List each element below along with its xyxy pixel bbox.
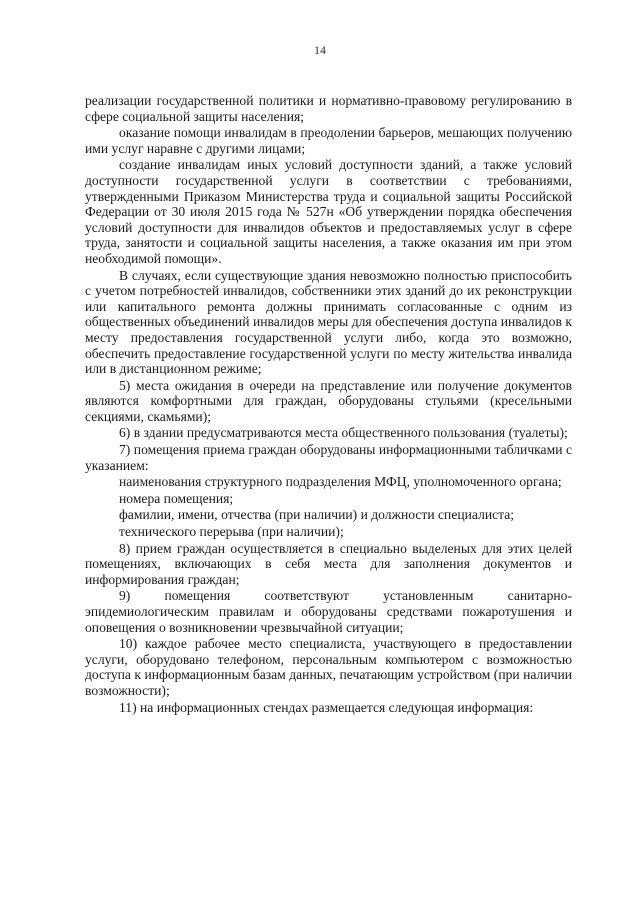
- paragraph-3: создание инвалидам иных условий доступности зданий, а также условий доступности государственной услуги в соответствии с требованиями, утвержденными Приказом Министерства труда и социальной защиты Российской Федерации от 30 июля 2015 года № 527н «Об утверждении порядка обеспечения условий доступности для инвалидов объектов и предоставляемых услуг в сфере труда, занятости и социальной защиты населения, а также оказания им при этом необходимой помощи».: [85, 157, 572, 266]
- paragraph-1: реализации государственной политики и нормативно-правовому регулированию в сфере социальной защиты населения;: [85, 93, 572, 124]
- paragraph-15: 11) на информационных стендах размещается следующая информация:: [119, 699, 534, 715]
- paragraph-14: 10) каждое рабочее место специалиста, участвующего в предоставлении услуги, оборудовано телефоном, персональным компьютером с возможностью доступа к информационным базам данных, печатающим устройством (при наличии возможности);: [85, 636, 572, 698]
- paragraph-9: номера помещения;: [119, 490, 234, 506]
- paragraph-5: 5) места ожидания в очереди на представление или получение документов являются комфортными для граждан, оборудованы стульями (кресельными секциями, скамьями);: [85, 377, 572, 424]
- paragraph-6: 6) в здании предусматриваются места общественного пользования (туалеты);: [119, 425, 568, 441]
- paragraph-7: 7) помещения приема граждан оборудованы информационными табличками с указанием:: [85, 442, 572, 473]
- paragraph-13: 9) помещения соответствуют установленным санитарно-эпидемиологическим правилам и оборудованы средствами пожаротушения и оповещения о возникновении чрезвычайной ситуации;: [85, 588, 572, 635]
- document-body: [85, 93, 572, 716]
- paragraph-2: оказание помощи инвалидам в преодолении барьеров, мешающих получению ими услуг наравне с другими лицами;: [85, 125, 572, 156]
- paragraph-8: наименования структурного подразделения МФЦ, уполномоченного органа;: [119, 474, 562, 490]
- paragraph-4: В случаях, если существующие здания невозможно полностью приспособить с учетом потребностей инвалидов, собственники этих зданий до их реконструкции или капитального ремонта должны принимать согласованные с одним из общественных объединений инвалидов меры для обеспечения доступа инвалидов к месту предоставления государственной услуги либо, когда это возможно, обеспечить предоставление государственной услуги по месту жительства инвалида или в дистанционном режиме;: [85, 267, 572, 377]
- paragraph-10: фамилии, имени, отчества (при наличии) и должности специалиста;: [119, 507, 515, 523]
- paragraph-12: 8) прием граждан осуществляется в специально выделеных для этих целей помещениях, включающих в себя места для заполнения документов и информирования граждан;: [85, 540, 572, 587]
- page-number: 14: [314, 43, 326, 57]
- paragraph-11: технического перерыва (при наличии);: [119, 524, 344, 540]
